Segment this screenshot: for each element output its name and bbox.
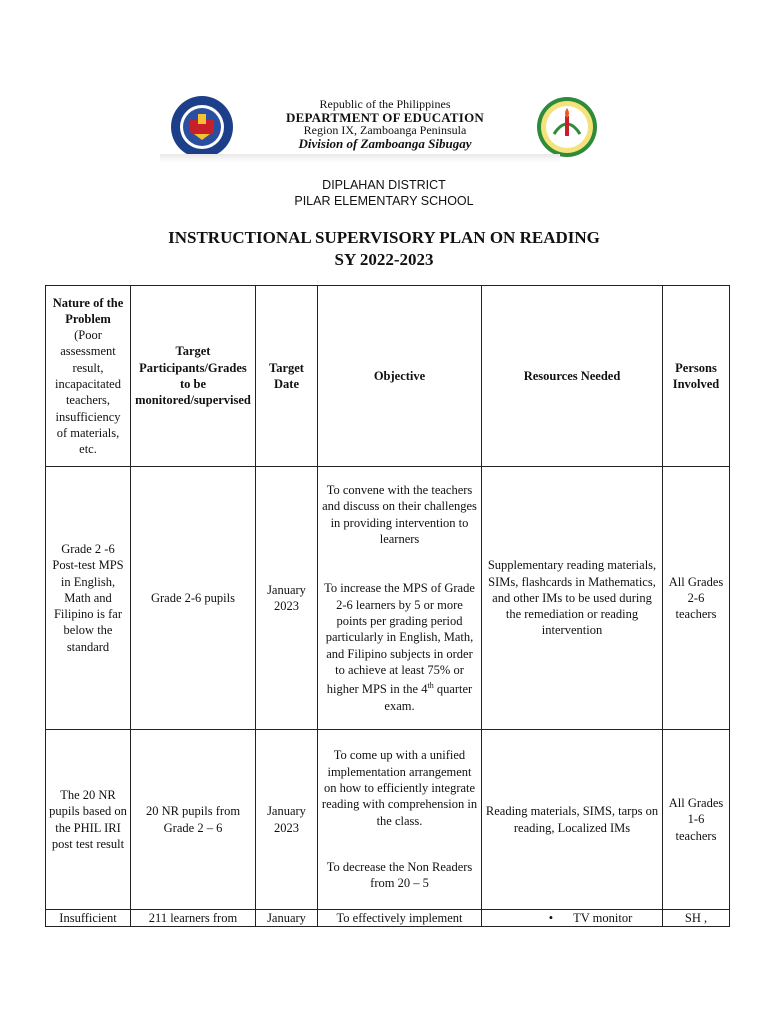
cell-date: January 2023 xyxy=(256,730,318,910)
school-name: PILAR ELEMENTARY SCHOOL xyxy=(294,194,474,208)
school-year: SY 2022-2023 xyxy=(334,250,434,269)
objective-text: To convene with the teachers and discuss on their challenges in providing intervention to learners xyxy=(322,483,477,547)
deped-seal-right xyxy=(524,94,610,160)
table-row xyxy=(46,467,730,730)
header-target-date: Target Date xyxy=(256,286,318,467)
cell-persons: SH , xyxy=(663,910,730,927)
cell-participants: 211 learners from xyxy=(131,910,256,927)
letterhead-line-division: Division of Zamboanga Sibugay xyxy=(298,136,472,151)
letterhead-line-deped: DEPARTMENT OF EDUCATION xyxy=(286,110,484,125)
cell-objective: To effectively implement xyxy=(318,910,482,927)
cell-nature: The 20 NR pupils based on the PHIL IRI post test result xyxy=(46,730,131,910)
header-persons-involved: Persons Involved xyxy=(663,286,730,467)
cell-resources: Reading materials, SIMS, tarps on reading, Localized IMs xyxy=(482,730,663,910)
letterhead-line-region: Region IX, Zamboanga Peninsula xyxy=(303,123,467,137)
deped-seal-left xyxy=(160,94,244,160)
objective-text: To come up with a unified implementation arrangement on how to efficiently integrate reading with comprehension in the class. xyxy=(321,748,478,828)
cell-persons: All Grades 1-6 teachers xyxy=(663,730,730,910)
letterhead xyxy=(160,94,560,164)
letterhead-line-republic: Republic of the Philippines xyxy=(319,97,451,111)
letterhead-shadow xyxy=(160,154,560,162)
header-nature-examples: (Poor assessment result, incapacitated teachers, insufficiency of materials, etc. xyxy=(55,328,121,457)
cell-resources: Supplementary reading materials, SIMs, flashcards in Mathematics, and other IMs to be used during the remediation or reading intervention xyxy=(482,467,663,730)
header-nature-bold: Nature of the Problem xyxy=(52,295,124,326)
district-name: DIPLAHAN DISTRICT xyxy=(322,178,446,192)
objective-text: To increase the MPS of Grade 2-6 learners by 5 or more points per grading period particularly in English, Math, and Filipino subjects in order to achieve at least 75% or higher MPS in the 4th quarter exam. xyxy=(324,581,475,713)
cell-objective xyxy=(318,467,482,730)
table-row xyxy=(46,730,730,910)
cell-nature: Grade 2 -6 Post-test MPS in English, Math and Filipino is far below the standard xyxy=(46,467,131,730)
objective-text: To decrease the Non Readers from 20 – 5 xyxy=(326,859,473,891)
cell-participants: 20 NR pupils from Grade 2 – 6 xyxy=(131,730,256,910)
supervisory-plan-table xyxy=(45,285,730,927)
cell-objective xyxy=(318,730,482,910)
table-row xyxy=(46,910,730,927)
letterhead-text xyxy=(260,98,510,150)
header-resources-needed: Resources Needed xyxy=(482,286,663,467)
cell-date: January xyxy=(256,910,318,927)
cell-resources xyxy=(482,910,663,927)
cell-date: January 2023 xyxy=(256,467,318,730)
document-title: INSTRUCTIONAL SUPERVISORY PLAN ON READING xyxy=(168,228,600,247)
cell-nature: Insufficient xyxy=(46,910,131,927)
table-header-row xyxy=(46,286,730,467)
header-objective: Objective xyxy=(318,286,482,467)
header-nature-of-problem xyxy=(46,286,131,467)
header-target-participants: Target Participants/Grades to be monitored/supervised xyxy=(131,286,256,467)
resource-item: TV monitor xyxy=(573,911,633,925)
cell-participants: Grade 2-6 pupils xyxy=(131,467,256,730)
bullet-icon: • xyxy=(548,911,554,925)
cell-persons: All Grades 2-6 teachers xyxy=(663,467,730,730)
